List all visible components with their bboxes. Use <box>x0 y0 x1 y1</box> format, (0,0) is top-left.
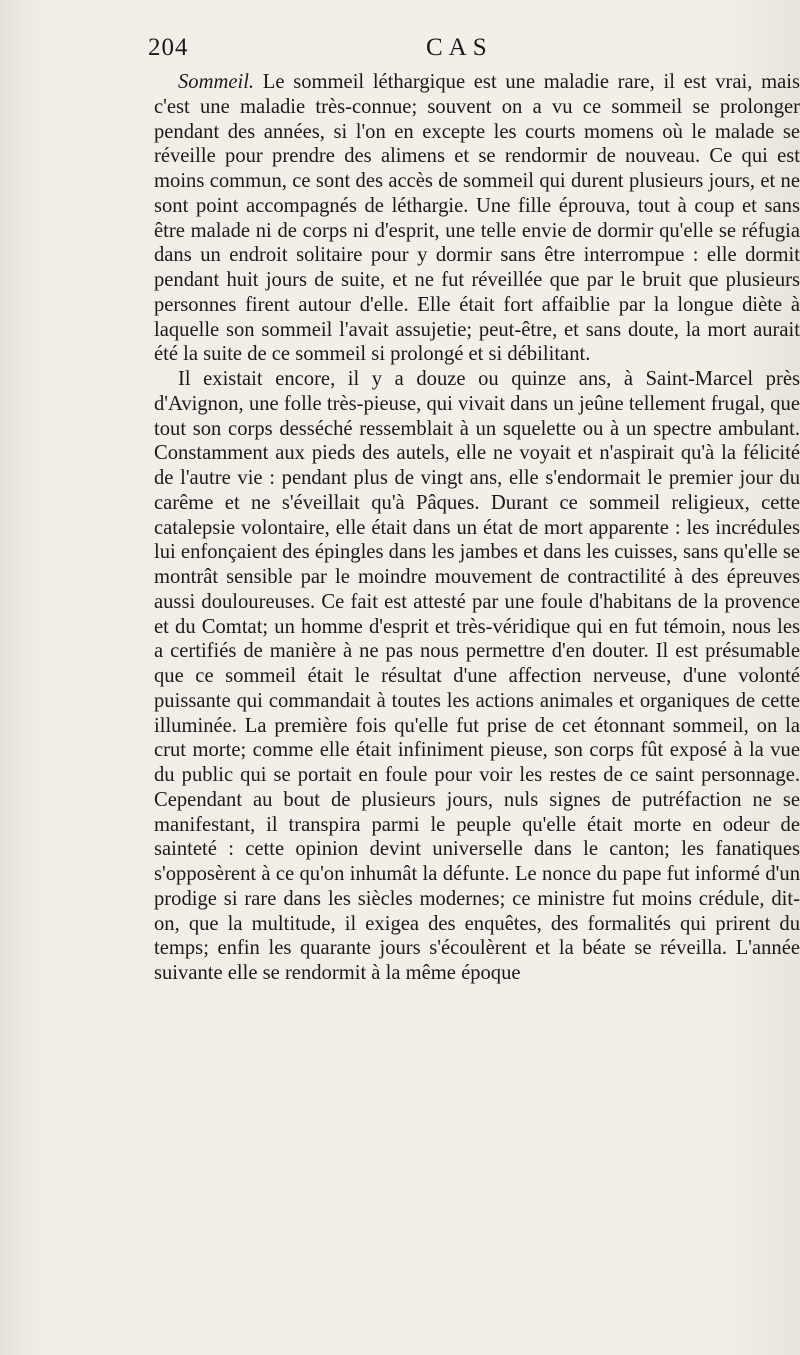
paragraph-text: Il existait encore, il y a douze ou quinze ans, à Saint-Marcel près d'Avignon, une folle très-pieuse, qui vivait dans un jeûne tellement frugal, que tout son corps desséché ressemblait à un squelette ou à un spectre ambulant. Constamment aux pieds des autels, elle ne voyait et n'aspirait qu'à la félicité de l'autre vie : pendant plus de vingt ans, elle s'endormait le premier jour du carême et ne s'éveillait qu'à Pâques. Durant ce sommeil religieux, cette catalepsie volontaire, elle était dans un état de mort apparente : les incrédules lui enfonçaient des épingles dans les jambes et dans les cuisses, sans qu'elle se montrât sensible par le moindre mouvement de contractilité à des épreuves aussi douloureuses. Ce fait est attesté par une foule d'habitans de la provence et du Comtat; un homme d'esprit et très-véridique qui en fut témoin, nous les a certifiés de manière à ne pas nous permettre d'en douter. Il est présumable que ce sommeil était le résultat d'une affection nerveuse, d'une volonté puissante qui commandait à toutes les actions animales et organiques de cette illuminée. La première fois qu'elle fut prise de cet étonnant sommeil, on la crut morte; comme elle était infiniment pieuse, son corps fût exposé à la vue du public qui se portait en foule pour voir les restes de ce saint personnage. Cependant au bout de plusieurs jours, nuls signes de putréfaction ne se manifestant, il transpira parmi le peuple qu'elle était morte en odeur de sainteté : cette opinion devint universelle dans le canton; les fanatiques s'opposèrent à ce qu'on inhumât la défunte. Le nonce du pape fut informé d'un prodige si rare dans les siècles modernes; ce ministre fut moins crédule, dit-on, que la multitude, il exigea des enquêtes, des formalités qui prirent du temps; enfin les quarante jours s'écoulèrent et la béate se réveilla. L'année suivante elle se rendormit à la même époque <box>154 368 800 984</box>
running-head: CAS <box>426 34 493 61</box>
paragraph-lead-term: Sommeil. <box>178 71 255 93</box>
paragraph-text: Le sommeil léthargique est une maladie rare, il est vrai, mais c'est une maladie très-connue; souvent on a vu ce sommeil se prolonger pendant des années, si l'on en excepte les courts momens où le malade se réveille pour prendre des alimens et se rendormir de nouveau. Ce qui est moins commun, ce sont des accès de sommeil qui durent plusieurs jours, et ne sont point accompagnés de léthargie. Une fille éprouva, tout à coup et sans être malade ni de corps ni d'esprit, une telle envie de dormir qu'elle se réfugia dans un endroit solitaire pour y dormir sans être interrompue : elle dormit pendant huit jours de suite, et ne fut réveillée que par le bruit que plusieurs personnes firent autour d'elle. Elle était fort affaiblie par la longue diète à laquelle son sommeil l'avait assujetie; peut-être, et sans doute, la mort aurait été la suite de ce sommeil si prolongé et si débilitant. <box>154 71 800 366</box>
page-header <box>148 34 782 68</box>
paragraph-saint-marcel <box>154 367 800 986</box>
paragraph-sommeil <box>154 70 800 367</box>
page-number: 204 <box>148 34 189 61</box>
body-text <box>154 70 800 986</box>
